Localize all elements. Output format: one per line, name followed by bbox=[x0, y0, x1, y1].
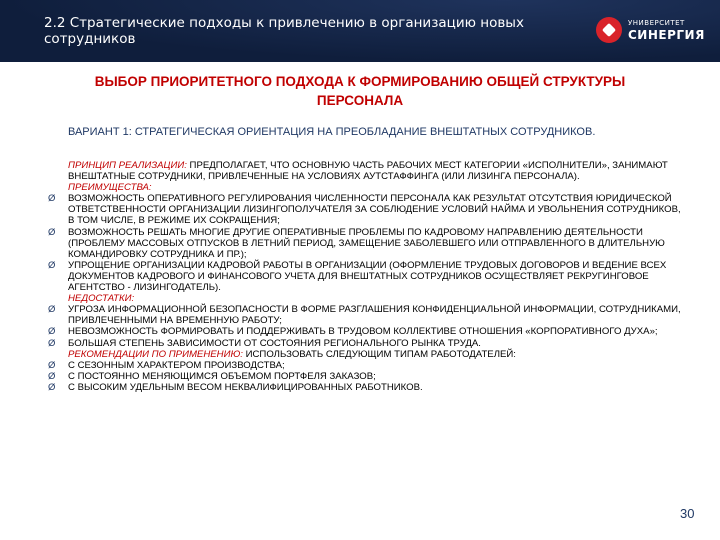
logo-mark-icon bbox=[596, 17, 622, 43]
recommendation-item: Ø С ВЫСОКИМ УДЕЛЬНЫМ ВЕСОМ НЕКВАЛИФИЦИРОВАННЫХ РАБОТНИКОВ. bbox=[48, 381, 423, 393]
recommendations-paragraph bbox=[68, 349, 684, 360]
arrow-bullet-icon: Ø bbox=[48, 381, 56, 393]
arrow-bullet-icon: Ø bbox=[48, 193, 56, 205]
section-title: 2.2 Стратегические подходы к привлечению в организацию новых сотрудников bbox=[44, 15, 524, 47]
arrow-bullet-icon: Ø bbox=[48, 326, 56, 338]
advantage-item: Ø ВОЗМОЖНОСТЬ РЕШАТЬ МНОГИЕ ДРУГИЕ ОПЕРАТИВНЫЕ ПРОБЛЕМЫ ПО КАДРОВОМУ НАПРАВЛЕНИЮ ДЕЯТЕЛЬНОСТИ (ПРОБЛЕМУ МАССОВЫХ ОТПУСКОВ В ЛЕТНИЙ ПЕРИОД, ЗАМЕЩЕНИЕ ЗАБОЛЕВШЕГО ИЛИ ОТПРАВЛЕННОГО В ДЛИТЕЛЬНУЮ КОМАНДИРОВКУ СОТРУДНИКА И ПР.); bbox=[48, 226, 665, 260]
advantages-label: ПРЕИМУЩЕСТВА: bbox=[68, 182, 152, 194]
recommendations-label: РЕКОМЕНДАЦИИ ПО ПРИМЕНЕНИЮ: bbox=[68, 348, 243, 360]
page-number: 30 bbox=[680, 506, 695, 521]
logo-text-top: УНИВЕРСИТЕТ bbox=[628, 19, 685, 27]
logo-text-bottom: СИНЕРГИЯ bbox=[628, 28, 705, 42]
principle-paragraph bbox=[68, 160, 684, 182]
recommendation-item: Ø С СЕЗОННЫМ ХАРАКТЕРОМ ПРОИЗВОДСТВА; bbox=[48, 359, 285, 371]
arrow-bullet-icon: Ø bbox=[48, 226, 56, 238]
slide-title: ВЫБОР ПРИОРИТЕТНОГО ПОДХОДА К ФОРМИРОВАНИЮ ОБЩЕЙ СТРУКТУРЫ ПЕРСОНАЛА bbox=[94, 74, 626, 108]
header-bar bbox=[0, 0, 720, 62]
advantages-heading bbox=[68, 182, 684, 193]
slide-content bbox=[48, 160, 684, 393]
disadvantage-item: Ø УГРОЗА ИНФОРМАЦИОННОЙ БЕЗОПАСНОСТИ В ФОРМЕ РАЗГЛАШЕНИЯ КОНФИДЕНЦИАЛЬНОЙ ИНФОРМАЦИИ, СОТРУДНИКАМИ, ПРИВЛЕЧЕННЫМИ НА ВРЕМЕННУЮ РАБОТУ; bbox=[48, 304, 681, 327]
disadvantage-item: Ø НЕВОЗМОЖНОСТЬ ФОРМИРОВАТЬ И ПОДДЕРЖИВАТЬ В ТРУДОВОМ КОЛЛЕКТИВЕ ОТНОШЕНИЯ «КОРПОРАТИВНОГО ДУХА»; bbox=[48, 326, 658, 338]
disadvantages-label: НЕДОСТАТКИ: bbox=[68, 293, 135, 305]
principle-text: ПРЕДПОЛАГАЕТ, ЧТО ОСНОВНУЮ ЧАСТЬ РАБОЧИХ МЕСТ КАТЕГОРИИ «ИСПОЛНИТЕЛИ», ЗАНИМАЮТ ВНЕШТАТНЫЕ СОТРУДНИКИ, ПРИВЛЕЧЕННЫЕ НА УСЛОВИЯХ АУТСТАФФИНГА (ИЛИ ЛИЗИНГА ПЕРСОНАЛА). bbox=[68, 160, 668, 183]
principle-label: ПРИНЦИП РЕАЛИЗАЦИИ: bbox=[68, 160, 187, 171]
arrow-bullet-icon: Ø bbox=[48, 370, 56, 382]
advantage-item: Ø ВОЗМОЖНОСТЬ ОПЕРАТИВНОГО РЕГУЛИРОВАНИЯ ЧИСЛЕННОСТИ ПЕРСОНАЛА КАК РЕЗУЛЬТАТ ОТСУТСТВИЯ ЮРИДИЧЕСКОЙ ОТВЕТСТВЕННОСТИ ОРГАНИЗАЦИИ ЛИЗИНГОПОЛУЧАТЕЛЯ ЗА СОБЛЮДЕНИЕ УСЛОВИЙ НАЙМА И УВОЛЬНЕНИЯ СОТРУДНИКОВ, В ТОМ ЧИСЛЕ, В РЕЖИМЕ ИХ СОКРАЩЕНИЯ; bbox=[48, 193, 681, 227]
arrow-bullet-icon: Ø bbox=[48, 359, 56, 371]
disadvantages-heading bbox=[68, 293, 684, 304]
variant-heading: ВАРИАНТ 1: СТРАТЕГИЧЕСКАЯ ОРИЕНТАЦИЯ НА ПРЕОБЛАДАНИЕ ВНЕШТАТНЫХ СОТРУДНИКОВ. bbox=[68, 126, 596, 138]
disadvantage-item: Ø БОЛЬШАЯ СТЕПЕНЬ ЗАВИСИМОСТИ ОТ СОСТОЯНИЯ РЕГИОНАЛЬНОГО РЫНКА ТРУДА. bbox=[48, 337, 481, 349]
arrow-bullet-icon: Ø bbox=[48, 337, 56, 349]
advantage-item: Ø УПРОЩЕНИЕ ОРГАНИЗАЦИИ КАДРОВОЙ РАБОТЫ В ОРГАНИЗАЦИИ (ОФОРМЛЕНИЕ ТРУДОВЫХ ДОГОВОРОВ И ВЕДЕНИЕ ВСЕХ ДОКУМЕНТОВ КАДРОВОГО И ФИНАНСОВОГО УЧЕТА ДЛЯ ВНЕШТАТНЫХ СОТРУДНИКОВ ОСУЩЕСТВЛЯЕТ РЕКРУГИНГОВОЕ АГЕНТСТВО - ЛИЗИНГОДАТЕЛЬ). bbox=[48, 259, 667, 294]
recommendations-text: ИСПОЛЬЗОВАТЬ СЛЕДУЮЩИМ ТИПАМ РАБОТОДАТЕЛЕЙ: bbox=[242, 348, 516, 360]
arrow-bullet-icon: Ø bbox=[48, 259, 56, 271]
arrow-bullet-icon: Ø bbox=[48, 304, 56, 316]
synergy-logo bbox=[596, 17, 708, 45]
recommendation-item: Ø С ПОСТОЯННО МЕНЯЮЩИМСЯ ОБЪЕМОМ ПОРТФЕЛЯ ЗАКАЗОВ; bbox=[48, 370, 376, 382]
